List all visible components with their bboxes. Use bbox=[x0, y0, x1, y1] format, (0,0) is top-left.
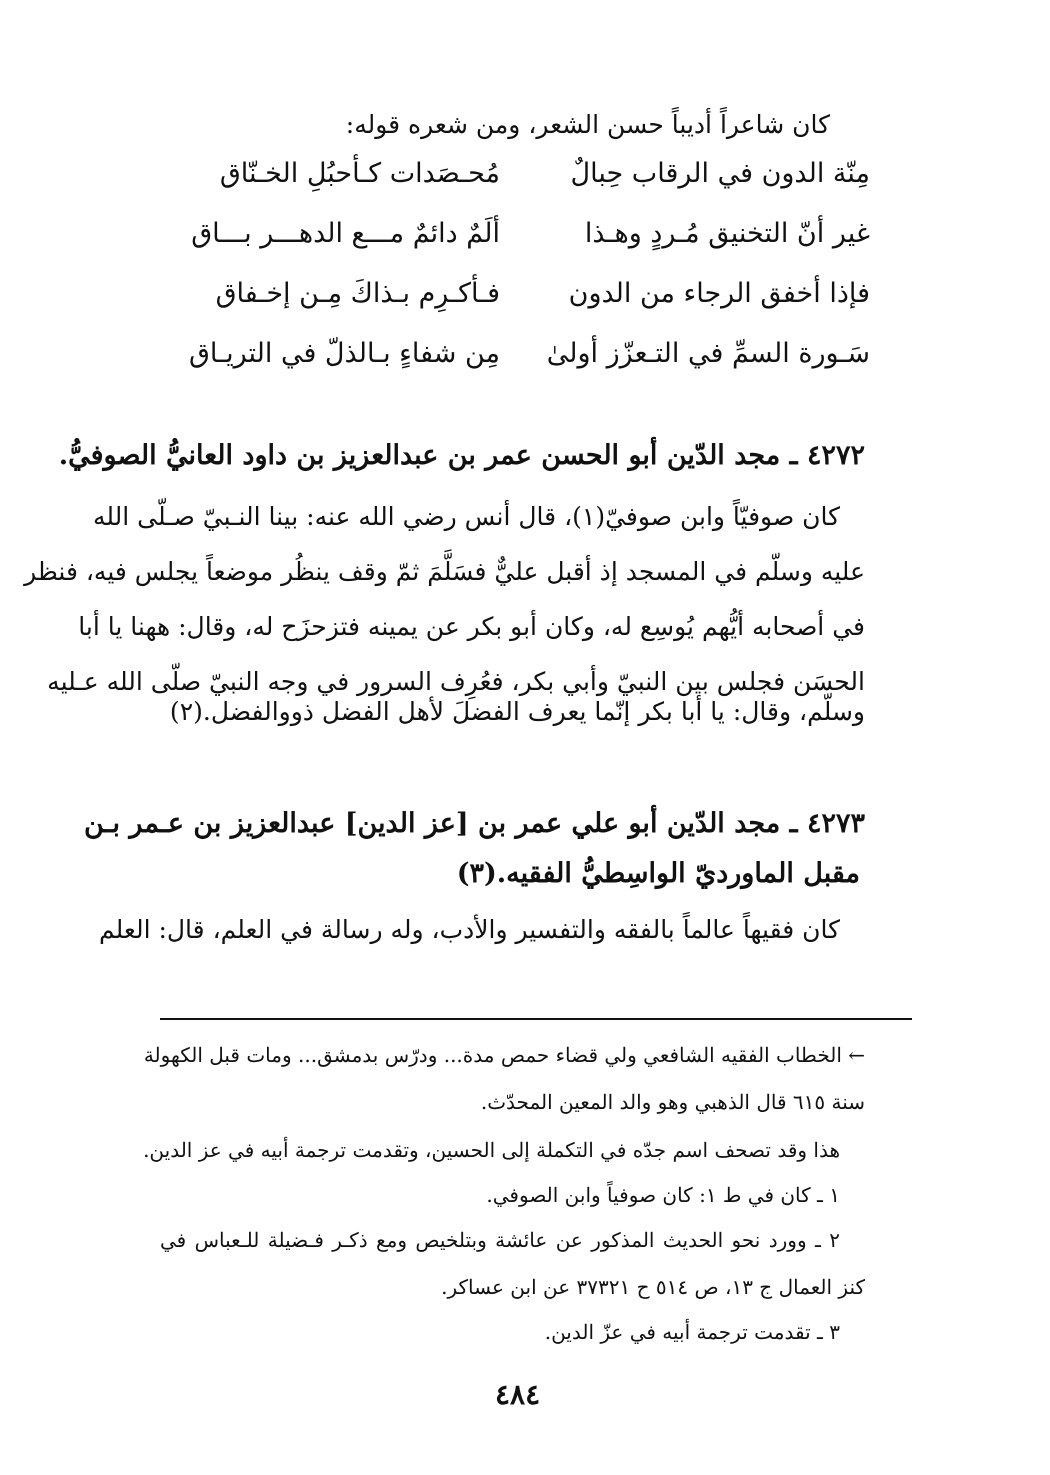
entry-4272-text-line: الحسَن فجلس بين النبيّ وأبي بكر، فعُرِف السرور في وجه النبيّ صلّى الله عـليه bbox=[47, 667, 865, 696]
entry-4273-heading-continued: مقبل الماورديّ الواسِطيُّ الفقيه.(٣) bbox=[456, 858, 860, 889]
verse-line bbox=[188, 338, 870, 388]
footnote-line: كنز العمال ج ١٣، ص ٥١٤ ح ٣٧٣٢١ عن ابن عساكر. bbox=[441, 1275, 865, 1299]
footnote-line: ← الخطاب الفقيه الشافعي ولي قضاء حمص مدة... ودرّس بدمشق... ومات قبل الكهولة bbox=[143, 1043, 865, 1067]
verse-second-hemistich: مُحـصَدات كـأحبُلِ الخـنّاق bbox=[219, 158, 500, 189]
entry-4272-text-line: عليه وسلّم في المسجد إذ أقبل عليٌّ فسَلَّمَ ثمّ وقف ينظُر موضعاً يجلس فيه، فنظر bbox=[24, 557, 865, 586]
entry-4272-text-line: كان صوفيّاً وابن صوفيّ(١)، قال أنس رضي الله عنه: بينا النـبيّ صـلّى الله bbox=[92, 502, 840, 531]
verse-first-hemistich: مِنّة الدون في الرقاب حِبالٌ bbox=[570, 158, 870, 189]
poem-intro: كان شاعراً أديباً حسن الشعر، ومن شعره قوله: bbox=[345, 110, 830, 139]
verse-second-hemistich: ألَمٌ دائمٌ مـــع الدهـــر بـــاق bbox=[191, 218, 500, 249]
verse-first-hemistich: سَـورة السمِّ في التـعزّز أولىٰ bbox=[546, 338, 870, 369]
entry-4272-heading: ٤٢٧٢ ـ مجد الدّين أبو الحسن عمر بن عبدالعزيز بن داود العانيُّ الصوفيُّ. bbox=[58, 440, 865, 471]
verse-first-hemistich: فإذا أخفق الرجاء من الدون bbox=[568, 278, 870, 309]
verse-line bbox=[191, 218, 870, 268]
verse-second-hemistich: مِن شفاءٍ بـالذلّ في التريـاق bbox=[188, 338, 500, 369]
footnote-line: ١ ـ كان في ط ١: كان صوفياً وابن الصوفي. bbox=[486, 1183, 840, 1207]
verse-line bbox=[205, 278, 870, 328]
footnote-line: سنة ٦١٥ قال الذهبي وهو والد المعين المحدّث. bbox=[480, 1090, 865, 1114]
verse-first-hemistich: غير أنّ التخنيق مُـردٍ وهـذا bbox=[584, 218, 870, 249]
verse-line bbox=[205, 158, 870, 208]
footnote-line: هذا وقد تصحف اسم جدّه في التكملة إلى الحسين، وتقدمت ترجمة أبيه في عز الدين. bbox=[143, 1138, 840, 1162]
footnote-divider bbox=[160, 1018, 912, 1020]
entry-4273-heading: ٤٢٧٣ ـ مجد الدّين أبو علي عمر بن [عز الدين] عبدالعزيز بن عـمر بـن bbox=[84, 808, 865, 839]
footnote-line: ٢ ـ وورد نحو الحديث المذكور عن عائشة وبتلخيص ومع ذكـر فـضيلة للـعباس في bbox=[160, 1228, 840, 1252]
entry-4272-text-line: في أصحابه أيُّهم يُوسِع له، وكان أبو بكر عن يمينه فتزحزَح له، وقال: ههنا يا أبا bbox=[78, 612, 865, 641]
verse-second-hemistich: فـأكـرِم بـذاكَ مِـن إخـفاق bbox=[215, 278, 500, 309]
entry-4273-text-line: كان فقيهاً عالماً بالفقه والتفسير والأدب، وله رسالة في العلم، قال: العلم bbox=[98, 915, 840, 944]
footnote-line: ٣ ـ تقدمت ترجمة أبيه في عزّ الدين. bbox=[544, 1320, 840, 1344]
page-number: ٤٨٤ bbox=[495, 1378, 541, 1411]
entry-4272-text-line: وسلّم، وقال: يا أبا بكر إنّما يعرف الفضلَ لأهل الفضل ذووالفضل.(٢) bbox=[169, 697, 865, 726]
